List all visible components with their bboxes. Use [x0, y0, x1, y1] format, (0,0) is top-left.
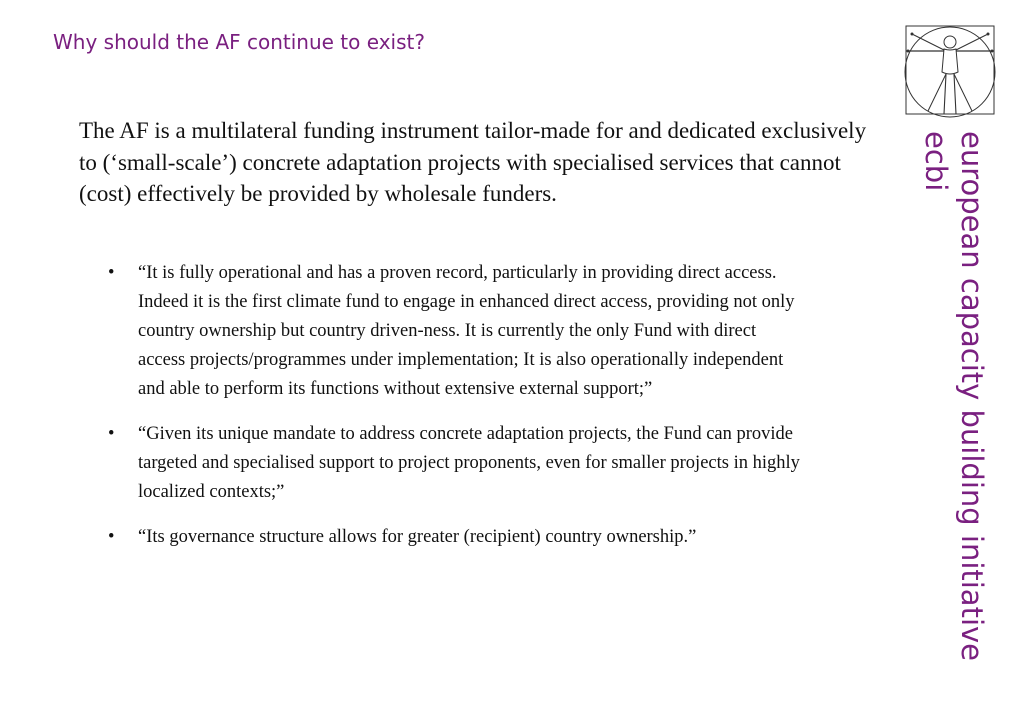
- bullet-item: [104, 420, 804, 507]
- slide-title: Why should the AF continue to exist?: [53, 30, 425, 54]
- brand-text: [918, 131, 990, 661]
- bullet-item: [104, 523, 804, 552]
- bullet-list: [104, 259, 804, 568]
- side-brand: [919, 131, 990, 662]
- bullet-marker: •: [108, 527, 115, 547]
- bullet-marker: •: [108, 424, 115, 444]
- bullet-item: [104, 259, 804, 404]
- vitruvian-man-icon: [900, 20, 1000, 120]
- brand-name: european capacity building initiative: [955, 131, 989, 662]
- bullet-marker: •: [108, 263, 115, 283]
- brand-acronym: ecbi: [919, 131, 953, 192]
- lead-paragraph: The AF is a multilateral funding instrument tailor-made for and dedicated exclusively to (‘small-scale’) concrete adaptation projects with specialised services that cannot (cost) effectively be provided by wholesale funders.: [79, 118, 867, 206]
- bullet-text: “It is fully operational and has a proven record, particularly in providing direct access. Indeed it is the first climate fund to engage in enhanced direct access, providing not only country ownership but country driven-ness. It is currently the only Fund with direct access projects/programmes under implementation; It is also operationally independent and able to perform its functions without extensive external support;”: [138, 263, 795, 399]
- bullet-text: “Its governance structure allows for greater (recipient) country ownership.”: [138, 527, 697, 547]
- bullet-text: “Given its unique mandate to address concrete adaptation projects, the Fund can provide targeted and specialised support to project proponents, even for smaller projects in highly localized contexts;”: [138, 424, 800, 502]
